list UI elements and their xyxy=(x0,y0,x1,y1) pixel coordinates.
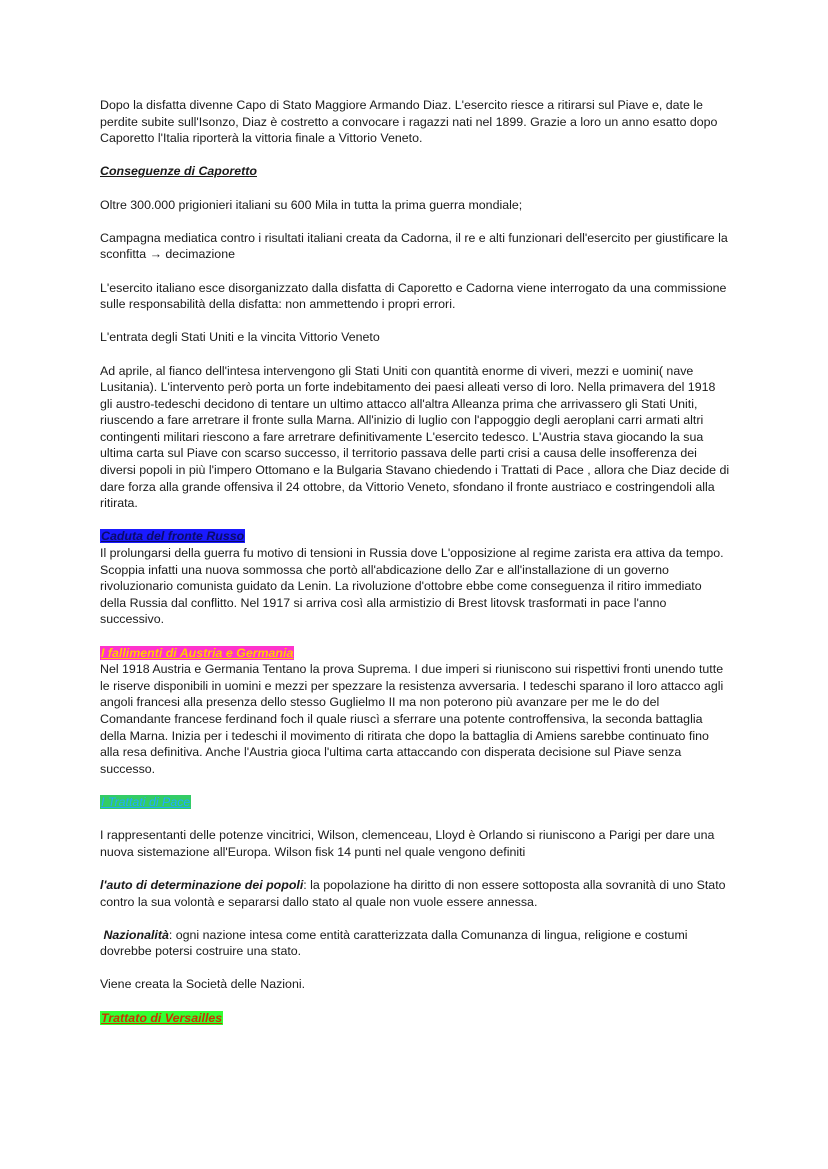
paragraph-societa: Viene creata la Società delle Nazioni. xyxy=(100,977,306,992)
definition-nazionalita: : ogni nazione intesa come entità caratterizzata dalla Comunanza di lingua, religione e costumi dovrebbe potersi costruire una stato. xyxy=(100,927,688,959)
heading-trattati xyxy=(100,794,730,811)
heading-conseguenze xyxy=(100,163,730,180)
paragraph-esercito: L'esercito italiano esce disorganizzato dalla disfatta di Caporetto e Cadorna viene interrogato da una commissione sulle responsabilità della disfatta: non ammettendo i propri errori. xyxy=(100,280,727,312)
heading-fronte-russo-text: Caduta del fronte Russo xyxy=(101,529,245,544)
heading-fronte-russo xyxy=(100,528,730,545)
document-page xyxy=(100,97,730,1026)
paragraph-russia: Il prolungarsi della guerra fu motivo di tensioni in Russia dove L'opposizione al regime zarista era attiva da tempo. Scoppia infatti una nuova sommossa che portò all'abdicazione dello Zar e all'installazione di un governo rivoluzionario comunista guidato da Lenin. La rivoluzione d'ottobre ebbe come conseguenza il ritiro immediato della Russia dal conflitto. Nel 1917 si arriva così alla armistizio di Brest litovsk trasformati in pace l'anno successivo. xyxy=(100,546,724,627)
paragraph-autodeterminazione xyxy=(100,877,730,910)
definition-autodeterminazione: : la popolazione ha diritto di non essere sottoposta alla sovranità di uno Stato contro la sua volontà e separarsi dallo stato al quale non vuole essere annessa. xyxy=(100,877,726,909)
paragraph-rappresentanti: I rappresentanti delle potenze vincitrici, Wilson, clemenceau, Lloyd è Orlando si riuniscono a Parigi per dare una nuova sistemazione all'Europa. Wilson fisk 14 punti nel quale vengono definiti xyxy=(100,828,715,859)
paragraph-prigionieri: Oltre 300.000 prigionieri italiani su 600 Mila in tutta la prima guerra mondiale; xyxy=(100,197,523,212)
heading-versailles-text: Trattato di Versailles xyxy=(101,1010,223,1025)
heading-fallimenti-text: I fallimenti di Austria e Germania xyxy=(101,645,294,660)
heading-trattati-text: I Trattati di Pace xyxy=(101,794,191,809)
paragraph-stati-uniti-title: L'entrata degli Stati Uniti e la vincita Vittorio Veneto xyxy=(100,330,380,345)
paragraph-campagna: Campagna mediatica contro i risultati italiani creata da Cadorna, il re e alti funzionari dell'esercito per giustificare la sconfitta → decimazione xyxy=(100,230,728,262)
paragraph-1918: Nel 1918 Austria e Germania Tentano la prova Suprema. I due imperi si riuniscono sui rispettivi fronti unendo tutte le riserve disponibili in uomini e mezzi per spezzare la resistenza avversaria. I tedeschi sparano il loro attacco agli angoli francesi alla presenza dello stesso Guglielmo II ma non poterono più avanzare per me le do del Comandante francese ferdinand foch il quale riuscì a sferrare una potente controffensiva, la seconda battaglia della Marna. Inizia per i tedeschi il movimento di ritirata che dopo la battaglia di Amiens sarebbe continuato fino alla resa definitiva. Anche l'Austria gioca l'ultima carta attaccando con disperata decisione sul Piave senza successo. xyxy=(100,662,724,776)
paragraph-diaz: Dopo la disfatta divenne Capo di Stato Maggiore Armando Diaz. L'esercito riesce a ritirarsi sul Piave e, date le perdite subite sull'Isonzo, Diaz è costretto a convocare i ragazzi nati nel 1899. Grazie a loro un anno esatto dopo Caporetto l'Italia riporterà la vittoria finale a Vittorio Veneto. xyxy=(100,98,718,146)
paragraph-nazionalita xyxy=(100,927,730,960)
paragraph-aprile: Ad aprile, al fianco dell'intesa intervengono gli Stati Uniti con quantità enorme di viveri, mezzi e uomini( nave Lusitania). L'intervento però porta un forte indebitamento dei paesi alleati verso di loro. Nella primavera del 1918 gli austro-tedeschi decidono di tentare un ultimo attacco all'altra Alleanza prima che arrivassero gli Stati Uniti, riuscendo a fare arretrare il fronte sulla Marna. All'inizio di luglio con l'appoggio degli aeroplani carri armati altri contingenti militari riescono a fare arretrare definitivamente L'esercito tedesco. L'Austria stava giocando la sua ultima carta sul Piave con scarso successo, il territorio passava delle parti crisi a causa delle insofferenza dei diversi popoli in più l'impero Ottomano e la Bulgaria Stavano chiedendo i Trattati di Pace , allora che Diaz decide di dare forza alla grande offensiva il 24 ottobre, da Vittorio Veneto, sfondano il fronte austriaco e costringendoli alla ritirata. xyxy=(100,363,730,511)
term-nazionalita: Nazionalità xyxy=(103,927,169,942)
term-autodeterminazione: l'auto di determinazione dei popoli xyxy=(100,877,304,892)
heading-fallimenti xyxy=(100,645,730,662)
heading-versailles xyxy=(100,1010,730,1027)
heading-conseguenze-text: Conseguenze di Caporetto xyxy=(100,164,257,179)
